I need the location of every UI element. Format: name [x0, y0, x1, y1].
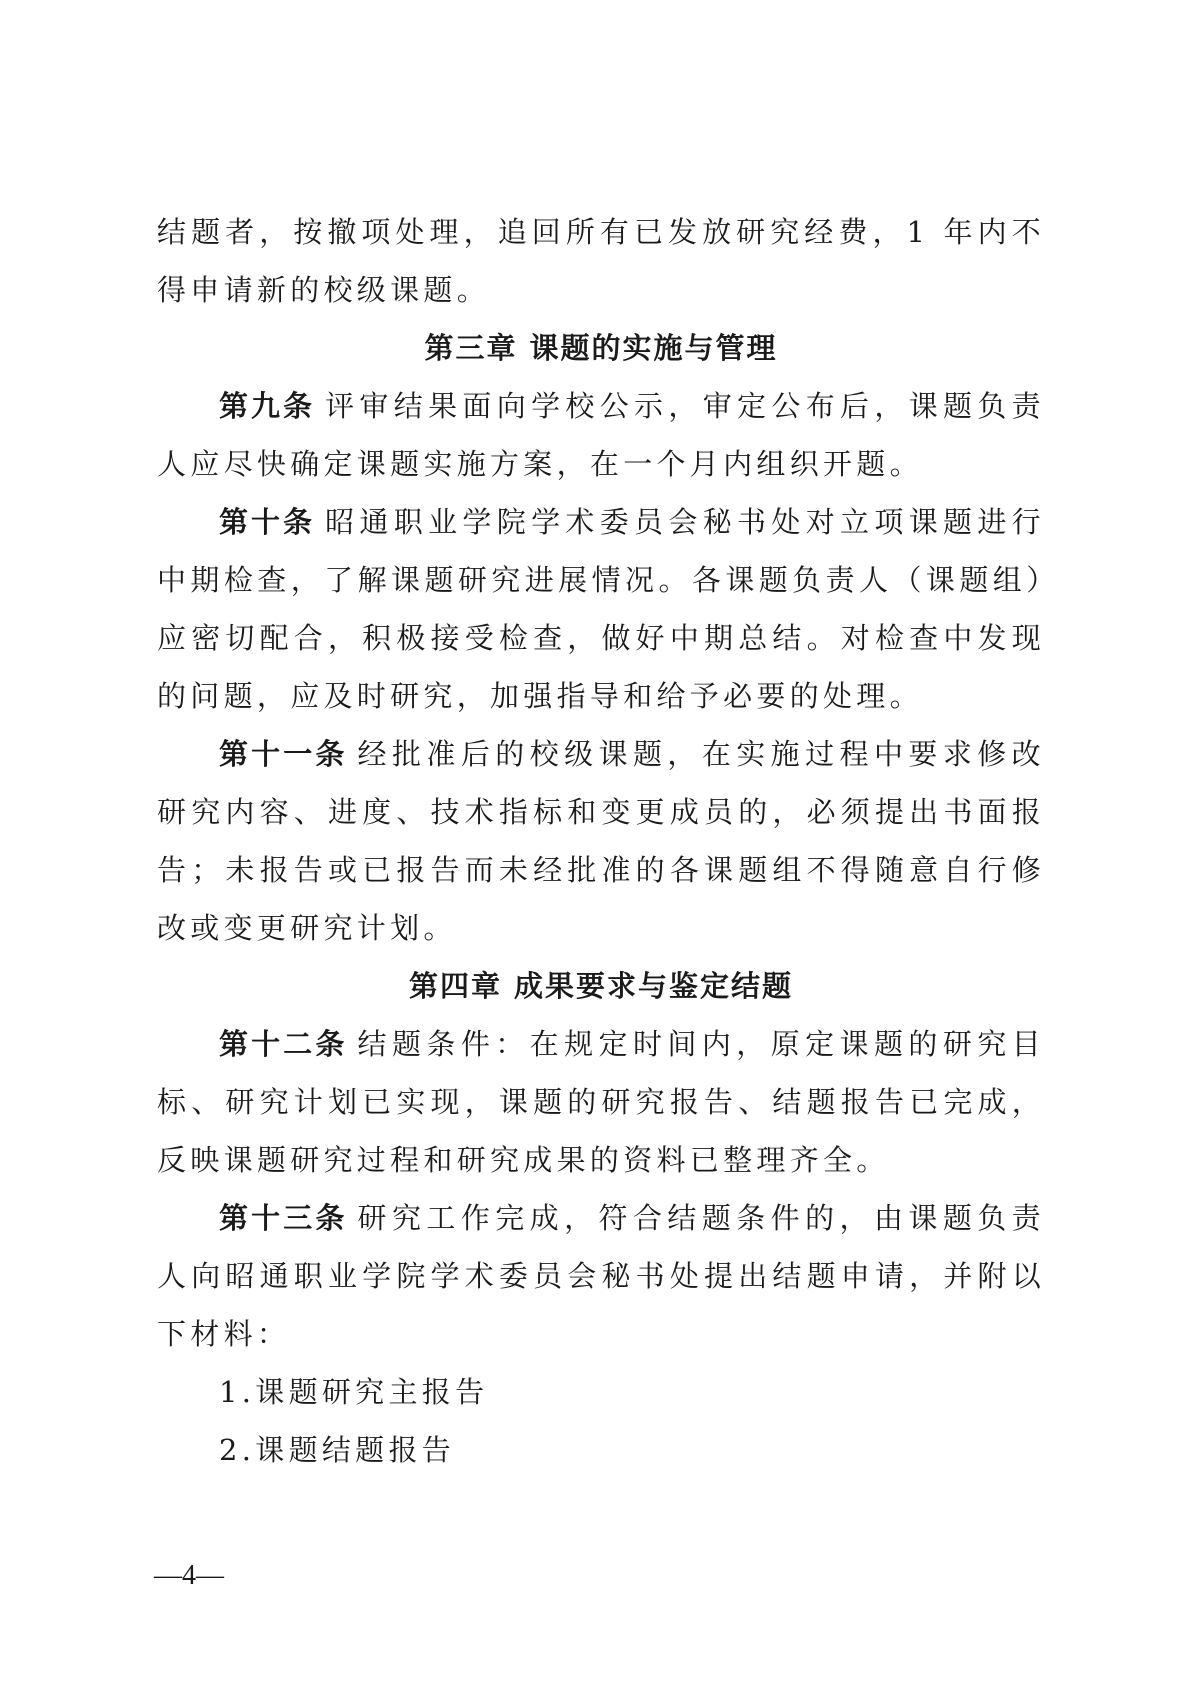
document-body — [157, 203, 1045, 1479]
article-12 — [157, 1015, 1045, 1189]
article-13-text: 研究工作完成，符合结题条件的，由课题负责人向昭通职业学院学术委员会秘书处提出结题申请，并附以下材料： — [157, 1201, 1045, 1351]
article-9-text: 评审结果面向学校公示，审定公布后，课题负责人应尽快确定课题实施方案，在一个月内组织开题。 — [157, 389, 1045, 481]
article-13 — [157, 1189, 1045, 1363]
chapter-3-heading: 第三章 课题的实施与管理 — [424, 331, 778, 365]
article-9 — [157, 377, 1045, 493]
article-11-text: 经批准后的校级课题，在实施过程中要求修改研究内容、进度、技术指标和变更成员的，必须提出书面报告；未报告或已报告而未经批准的各课题组不得随意自行修改或变更研究计划。 — [157, 737, 1045, 945]
article-9-label: 第九条 — [219, 389, 316, 423]
article-10 — [157, 493, 1045, 725]
article-12-label: 第十二条 — [219, 1027, 348, 1061]
article-13-label: 第十三条 — [219, 1201, 348, 1235]
page-number: —4— — [154, 1560, 224, 1591]
article-12-text: 结题条件：在规定时间内，原定课题的研究目标、研究计划已实现，课题的研究报告、结题报告已完成，反映课题研究过程和研究成果的资料已整理齐全。 — [157, 1027, 1045, 1177]
article-11-label: 第十一条 — [219, 737, 348, 771]
chapter-4-heading: 第四章 成果要求与鉴定结题 — [408, 969, 794, 1003]
material-item-1: 1.课题研究主报告 — [219, 1375, 489, 1409]
article-11 — [157, 725, 1045, 957]
material-item-2: 2.课题结题报告 — [219, 1433, 456, 1467]
article-10-label: 第十条 — [219, 505, 316, 539]
continued-paragraph: 结题者，按撤项处理，追回所有已发放研究经费，1 年内不得申请新的校级课题。 — [157, 215, 1045, 307]
article-10-text: 昭通职业学院学术委员会秘书处对立项课题进行中期检查，了解课题研究进展情况。各课题负责人（课题组）应密切配合，积极接受检查，做好中期总结。对检查中发现的问题，应及时研究，加强指导和给予必要的处理。 — [157, 505, 1045, 713]
